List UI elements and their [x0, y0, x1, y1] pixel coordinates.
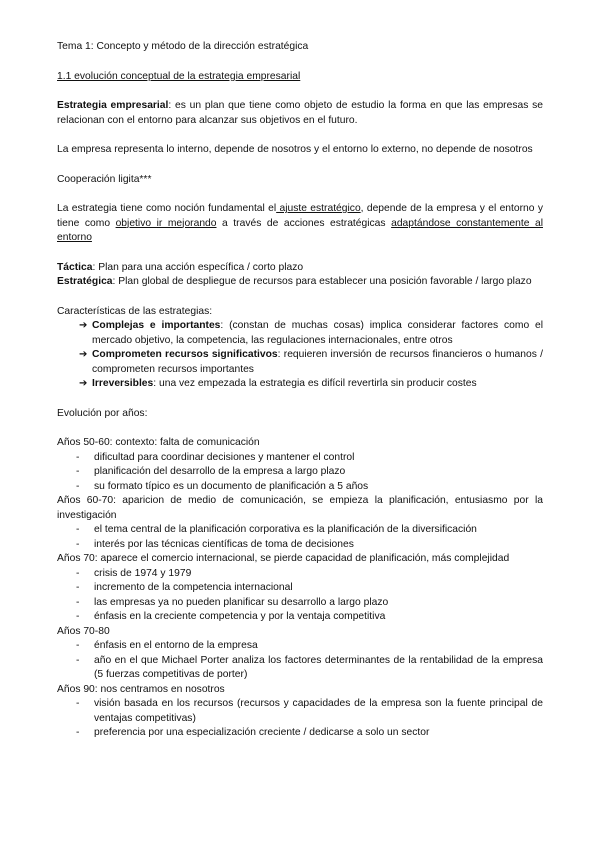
list-item	[79, 348, 543, 377]
item-text: preferencia por una especialización creciente / dedicarse a solo un sector	[94, 727, 430, 738]
dash-bullet: -	[76, 538, 80, 550]
paragraph-cooperacion: Cooperación ligita***	[57, 173, 152, 185]
item-text: visión basada en los recursos (recursos y capacidades de la empresa son la fuente principal de ventajas competitivas)	[94, 698, 543, 724]
item-text: interés por las técnicas científicas de toma de decisiones	[94, 538, 354, 550]
ajuste-underline-1: ajuste estratégico	[276, 203, 361, 214]
evolucion-heading: Evolución por años:	[57, 407, 148, 419]
item-text: crisis de 1974 y 1979	[94, 567, 192, 579]
era-list	[57, 567, 543, 625]
paragraph-tactica	[57, 261, 543, 276]
ajuste-underline-2: objetivo ir mejorando	[115, 217, 217, 229]
era-list	[57, 697, 543, 741]
dash-bullet: -	[76, 480, 80, 492]
era-title: Años 90: nos centramos en nosotros	[57, 683, 225, 695]
definition-text: : es un plan que tiene como objeto de estudio la forma en que las empresas se relacionan con el entorno para alcanzar sus objetivos en el futuro.	[57, 100, 544, 126]
item-bold: Comprometen recursos significativos	[92, 349, 278, 360]
ajuste-text-c: a través de acciones estratégicas	[216, 217, 392, 229]
list-item	[76, 639, 543, 654]
list-item	[79, 319, 543, 348]
item-bold: Irreversibles	[92, 378, 154, 389]
item-text: su formato típico es un documento de planificación a 5 años	[94, 480, 369, 492]
list-item	[76, 451, 543, 466]
dash-bullet: -	[76, 466, 80, 477]
arrow-icon: ➔	[79, 320, 88, 331]
list-item	[76, 610, 543, 625]
paragraph-estrategica	[57, 275, 543, 290]
section-heading: 1.1 evolución conceptual de la estrategia empresarial	[57, 70, 301, 82]
era-list	[57, 639, 543, 683]
item-text: : (constan de muchas cosas) implica considerar factores como el mercado objetivo, la competencia, las regulaciones internacionales, entre otros	[92, 320, 544, 346]
paragraph-definition	[57, 99, 543, 128]
tactica-bold: Táctica	[57, 261, 93, 273]
era-title: Años 50-60: contexto: falta de comunicación	[57, 437, 260, 448]
term-bold: Estrategia empresarial	[57, 100, 169, 111]
list-item	[76, 726, 543, 741]
evolucion-section	[57, 436, 543, 741]
era-list	[57, 523, 543, 552]
era-title: Años 70-80	[57, 625, 110, 637]
list-item	[76, 538, 543, 553]
ajuste-text-b: , depende de la empresa y el entorno y tiene como	[57, 203, 543, 229]
list-item	[76, 465, 543, 480]
tactica-text: : Plan para una acción específica / corto plazo	[92, 261, 304, 273]
list-item	[79, 377, 543, 392]
list-item	[76, 581, 543, 596]
item-text: : requieren inversión de recursos financieros o humanos / comprometen recursos importantes	[92, 349, 544, 375]
list-item	[76, 523, 543, 538]
list-item	[76, 654, 543, 683]
caracteristicas-list	[57, 319, 543, 392]
item-text: énfasis en la creciente competencia y por la ventaja competitiva	[94, 611, 386, 622]
paragraph-ajuste	[57, 202, 543, 246]
arrow-icon: ➔	[79, 378, 88, 389]
estrategica-text: : Plan global de despliegue de recursos para establecer una posición favorable / largo plazo	[112, 276, 532, 287]
paragraph-interno-externo: La empresa representa lo interno, depende de nosotros y el entorno lo externo, no depende de nosotros	[57, 144, 533, 155]
caracteristicas-heading: Características de las estrategias:	[57, 305, 213, 317]
dash-bullet: -	[76, 611, 80, 622]
list-item	[76, 480, 543, 495]
dash-bullet: -	[76, 524, 80, 535]
list-item	[76, 567, 543, 582]
era-list	[57, 451, 543, 495]
era-title: Años 60-70: aparicion de medio de comunicación, se empieza la planificación, entusiasmo por la investigación	[57, 495, 543, 521]
item-text: : una vez empezada la estrategia es difícil revertirla sin producir costes	[153, 378, 477, 389]
ajuste-underline-3: adaptándose constantemente al entorno	[57, 217, 543, 243]
list-item	[76, 596, 543, 611]
item-text: énfasis en el entorno de la empresa	[94, 640, 258, 651]
dash-bullet: -	[76, 582, 80, 593]
item-text: incremento de la competencia internacional	[94, 582, 293, 593]
document-title: Tema 1: Concepto y método de la dirección estratégica	[57, 41, 309, 52]
item-text: planificación del desarrollo de la empresa a largo plazo	[94, 466, 346, 477]
dash-bullet: -	[76, 727, 80, 738]
item-text: año en el que Michael Porter analiza los factores determinantes de la rentabilidad de la empresa (5 fuerzas competitivas de porter)	[94, 654, 543, 680]
dash-bullet: -	[76, 698, 80, 709]
ajuste-text-a: La estrategia tiene como noción fundamental el	[57, 203, 277, 214]
dash-bullet: -	[76, 654, 80, 666]
dash-bullet: -	[76, 640, 80, 651]
estrategica-bold: Estratégica	[57, 276, 113, 287]
document-body	[57, 40, 543, 741]
dash-bullet: -	[76, 567, 80, 579]
dash-bullet: -	[76, 451, 80, 463]
era-title: Años 70: aparece el comercio internacional, se pierde capacidad de planificación, más complejidad	[57, 553, 510, 564]
arrow-icon: ➔	[79, 349, 88, 360]
list-item	[76, 697, 543, 726]
dash-bullet: -	[76, 596, 80, 608]
item-bold: Complejas e importantes	[92, 320, 221, 331]
item-text: el tema central de la planificación corporativa es la planificación de la diversificación	[94, 524, 477, 535]
item-text: dificultad para coordinar decisiones y mantener el control	[94, 451, 355, 463]
item-text: las empresas ya no pueden planificar su desarrollo a largo plazo	[94, 596, 389, 608]
